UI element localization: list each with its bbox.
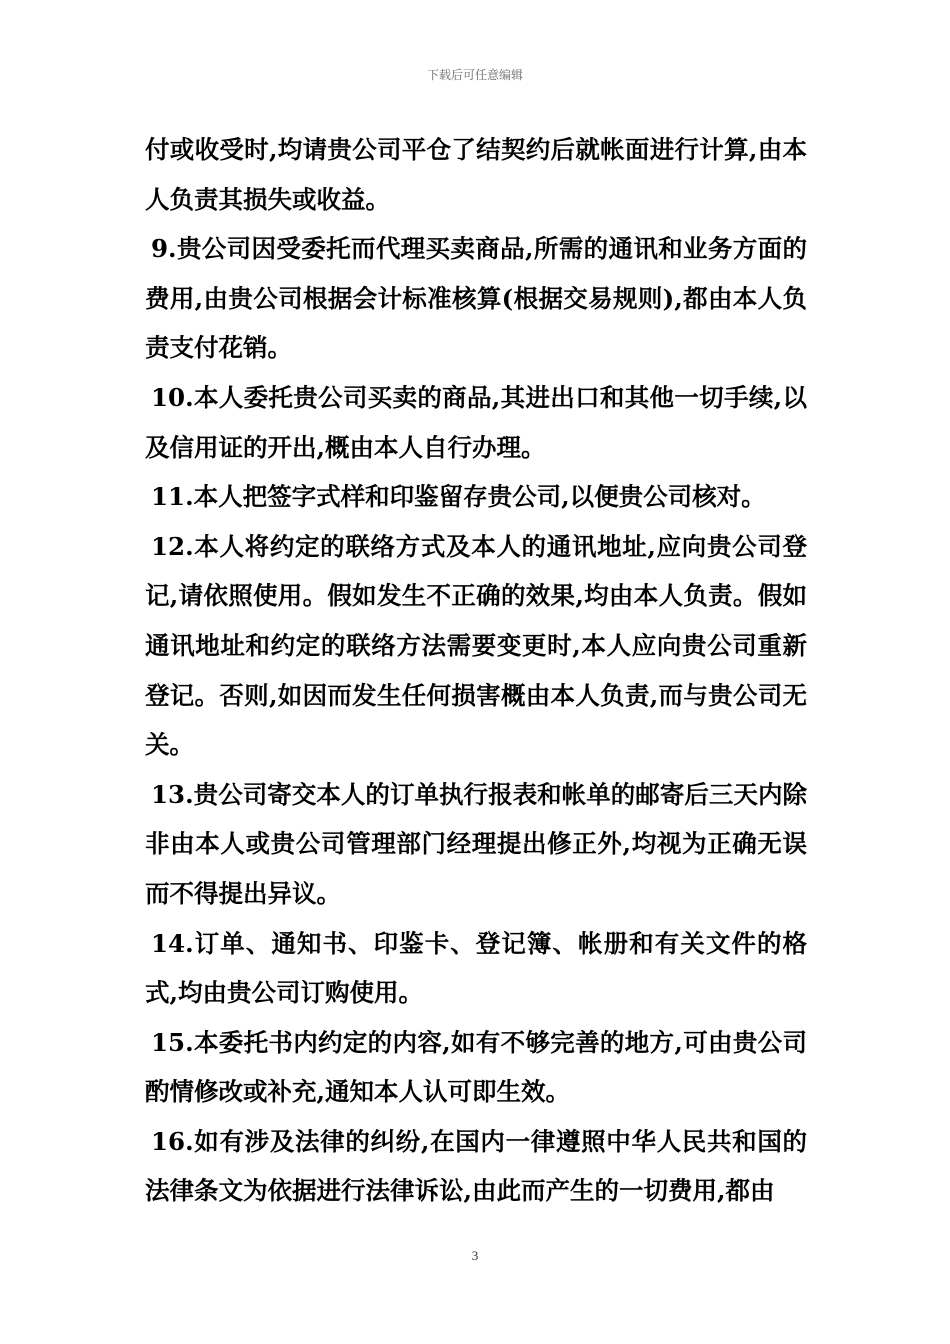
paragraph-clause-12: 12.本人将约定的联络方式及本人的通讯地址,应向贵公司登记,请依照使用。假如发生不正确的效果,均由本人负责。假如通讯地址和约定的联络方法需要变更时,本人应向贵公司重新登记。否则,如因而发生任何损害概由本人负责,而与贵公司无关。 <box>145 531 807 760</box>
paragraph-clause-11: 11.本人把签字式样和印鉴留存贵公司,以便贵公司核对。 <box>151 482 766 512</box>
page-header: 下载后可任意编辑 <box>426 68 523 82</box>
paragraph-clause-15: 15.本委托书内约定的内容,如有不够完善的地方,可由贵公司酌情修改或补充,通知本人认可即生效。 <box>145 1027 807 1107</box>
page-number: 3 <box>471 1248 479 1263</box>
paragraph-clause-10: 10.本人委托贵公司买卖的商品,其进出口和其他一切手续,以及信用证的开出,概由本人自行办理。 <box>145 382 807 462</box>
paragraph-clause-14: 14.订单、通知书、印鉴卡、登记簿、帐册和有关文件的格式,均由贵公司订购使用。 <box>145 928 807 1008</box>
paragraph-continuation: 付或收受时,均请贵公司平仓了结契约后就帐面进行计算,由本人负责其损失或收益。 <box>145 135 807 214</box>
paragraph-clause-16: 16.如有涉及法律的纠纷,在国内一律遵照中华人民共和国的法律条文为依据进行法律诉讼,由此而产生的一切费用,都由 <box>145 1126 807 1206</box>
document-body <box>145 125 807 1216</box>
paragraph-clause-13: 13.贵公司寄交本人的订单执行报表和帐单的邮寄后三天内除非由本人或贵公司管理部门经理提出修正外,均视为正确无误而不得提出异议。 <box>145 779 807 908</box>
paragraph-clause-9: 9.贵公司因受委托而代理买卖商品,所需的通讯和业务方面的费用,由贵公司根据会计标准核算(根据交易规则),都由本人负责支付花销。 <box>145 234 807 363</box>
